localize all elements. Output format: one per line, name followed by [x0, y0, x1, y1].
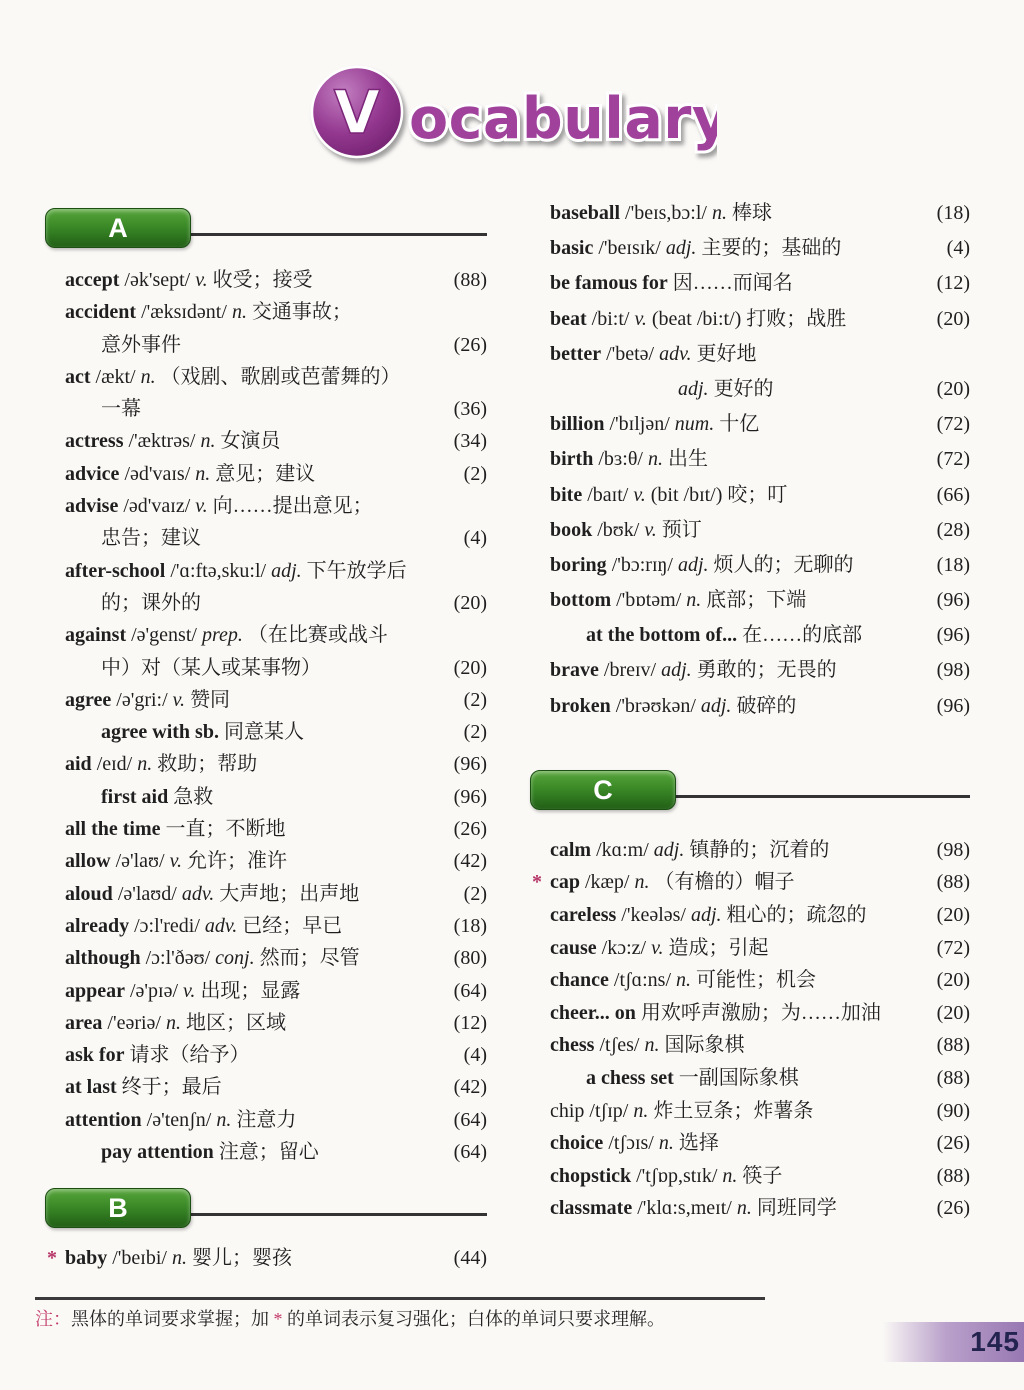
entry-text: bottom /'bɒtəm/ n. 底部；下端	[550, 589, 807, 612]
vocab-line	[65, 1104, 487, 1136]
entry-text: ask for 请求（给予）	[65, 1044, 250, 1067]
page-ref: (88)	[936, 1066, 970, 1089]
entry-text: advise /əd'vaɪz/ v. 向……提出意见；	[65, 495, 373, 518]
entry-text: adj. 更好的	[678, 377, 774, 400]
entry-text: cheer... on 用欢呼声激励；为……加油	[550, 1001, 881, 1024]
page-ref: (88)	[936, 871, 970, 894]
vocab-line	[65, 555, 487, 587]
page-ref: (90)	[936, 1099, 970, 1122]
page-ref: (26)	[936, 1132, 970, 1155]
vocab-line	[550, 548, 970, 583]
footnote	[35, 1306, 795, 1332]
page-ref: (66)	[936, 483, 970, 506]
vocab-line	[65, 361, 487, 393]
footnote-text-after-star: 的单词表示复习强化；白体的单词只要求理解。	[282, 1309, 665, 1329]
title-rest: ocabulary	[409, 86, 717, 152]
entry-text: 忠告；建议	[101, 527, 201, 550]
vocab-line	[550, 1192, 970, 1225]
vocab-line	[550, 899, 970, 932]
vocab-line	[550, 513, 970, 548]
entry-text: after-school /'ɑ:ftə,sku:l/ adj. 下午放学后	[65, 559, 407, 582]
entry-text: 意外事件	[101, 333, 181, 356]
section-badge-a: A	[45, 208, 191, 248]
vocab-line	[550, 618, 970, 653]
entry-text: 中）对（某人或某事物）	[101, 656, 321, 679]
page-ref: (42)	[453, 850, 487, 873]
section-badge-b: B	[45, 1188, 191, 1228]
entry-text: accident /'æksɪdənt/ n. 交通事故；	[65, 301, 352, 324]
vocab-line	[550, 302, 970, 337]
section-rule	[660, 795, 970, 798]
title-initial: V	[333, 78, 381, 148]
footnote-divider	[35, 1297, 765, 1300]
entry-text: book /bʊk/ v. 预订	[550, 518, 702, 541]
entry-text: first aid 急救	[101, 785, 214, 808]
vocab-line	[65, 781, 487, 813]
vocab-line	[550, 442, 970, 477]
page-ref: (18)	[936, 202, 970, 224]
page-ref	[479, 555, 487, 587]
page-number: 145	[970, 1326, 1020, 1357]
page-ref: (18)	[936, 553, 970, 576]
page-ref: (34)	[453, 430, 487, 453]
section-header-c	[550, 770, 970, 810]
entry-block	[65, 264, 487, 1168]
page-ref: (2)	[463, 721, 487, 744]
entry-text: against /ə'genst/ prep. （在比赛或战斗	[65, 624, 388, 647]
section-rule	[175, 1213, 487, 1216]
entry-text: at the bottom of... 在……的底部	[586, 624, 863, 647]
page-ref	[962, 337, 970, 372]
page-ref: (72)	[936, 448, 970, 471]
entry-text: careless /'keələs/ adj. 粗心的；疏忽的	[550, 904, 867, 926]
review-star-marker: *	[532, 871, 542, 894]
entry-text: cap /kæp/ n. （有檐的）帽子	[550, 871, 795, 894]
vocab-line	[65, 458, 487, 490]
page-ref: (98)	[936, 838, 970, 861]
vocab-line	[65, 587, 487, 619]
page-ref: (36)	[453, 398, 487, 421]
entry-text: advice /əd'vaɪs/ n. 意见；建议	[65, 462, 316, 485]
entry-text: a chess set 一副国际象棋	[586, 1066, 799, 1089]
page-ref: (28)	[936, 518, 970, 541]
vocab-line	[65, 910, 487, 942]
page-ref: (98)	[936, 659, 970, 682]
page-ref: (18)	[453, 914, 487, 937]
vocab-line	[65, 619, 487, 651]
entry-text: baseball /'beɪs,bɔ:l/ n. 棒球	[550, 202, 772, 224]
page-ref: (2)	[463, 688, 487, 711]
vocab-line	[550, 1062, 970, 1095]
page-ref: (20)	[936, 377, 970, 400]
page-ref	[479, 619, 487, 651]
entry-text: calm /kɑ:m/ adj. 镇静的；沉着的	[550, 838, 830, 861]
entry-text: pay attention 注意；留心	[101, 1141, 319, 1164]
page-ref: (88)	[936, 1034, 970, 1057]
entry-text: area /'eəriə/ n. 地区；区域	[65, 1011, 286, 1034]
review-star-marker: *	[47, 1247, 57, 1270]
entry-text: 一幕	[101, 398, 141, 421]
vocab-line	[550, 834, 970, 867]
entry-text: choice /tʃɔɪs/ n. 选择	[550, 1132, 719, 1155]
entry-text: act /ækt/ n. （戏剧、歌剧或芭蕾舞的）	[65, 365, 401, 388]
entry-text: cause /kɔ:z/ v. 造成；引起	[550, 936, 769, 959]
page-ref: (64)	[453, 979, 487, 1002]
section-header-b	[65, 1188, 487, 1228]
page-ref: (26)	[453, 333, 487, 356]
entry-text: although /ɔ:l'ðəʊ/ conj. 然而；尽管	[65, 947, 360, 970]
entry-text: classmate /'klɑ:s,meɪt/ n. 同班同学	[550, 1197, 837, 1220]
entry-text: birth /bɜ:θ/ n. 出生	[550, 448, 708, 471]
entry-text: at last 终于；最后	[65, 1076, 222, 1099]
page-ref: (80)	[453, 947, 487, 970]
page-ref	[479, 490, 487, 522]
page-ref: (20)	[936, 969, 970, 992]
vocab-line	[550, 231, 970, 266]
page-ref: (2)	[463, 882, 487, 905]
vocab-line	[65, 716, 487, 748]
entry-text: basic /'beɪsɪk/ adj. 主要的；基础的	[550, 237, 842, 260]
vocabulary-title	[0, 56, 1024, 173]
page-ref: (4)	[463, 1044, 487, 1067]
vocab-line	[550, 266, 970, 301]
entry-text: actress /'æktrəs/ n. 女演员	[65, 430, 281, 453]
page-ref: (88)	[936, 1164, 970, 1187]
page-ref: (12)	[936, 272, 970, 295]
entry-text: better /'betə/ adv. 更好地	[550, 342, 757, 365]
entry-text: billion /'bɪljən/ num. 十亿	[550, 413, 760, 436]
page-ref: (20)	[453, 591, 487, 614]
entry-text: chess /tʃes/ n. 国际象棋	[550, 1034, 745, 1057]
page-ref: (4)	[463, 527, 487, 550]
vocab-line	[65, 845, 487, 877]
footnote-star: *	[273, 1309, 283, 1329]
vocab-line	[65, 652, 487, 684]
entry-text: bite /baɪt/ v. (bit /bɪt/) 咬；叮	[550, 483, 788, 506]
page-ref: (2)	[463, 462, 487, 485]
vocab-line	[550, 337, 970, 372]
footnote-text-before-star: 黑体的单词要求掌握；加	[71, 1309, 274, 1329]
right-column	[532, 196, 970, 1225]
vocab-line	[65, 296, 487, 328]
vocab-line	[550, 653, 970, 688]
page-ref: (96)	[936, 589, 970, 612]
page-ref: (72)	[936, 936, 970, 959]
vocab-line	[550, 478, 970, 513]
vocab-line	[550, 1029, 970, 1062]
entry-text: chip /tʃɪp/ n. 炸土豆条；炸薯条	[550, 1099, 814, 1122]
page-number-bar	[882, 1322, 1024, 1362]
vocabulary-title-art	[307, 56, 717, 168]
page-ref: (96)	[936, 694, 970, 717]
page-ref: (44)	[453, 1247, 487, 1270]
page-ref: (96)	[453, 753, 487, 776]
vocab-line	[65, 425, 487, 457]
page-ref: (20)	[936, 904, 970, 926]
entry-text: already /ɔ:l'redi/ adv. 已经；早已	[65, 914, 343, 937]
page-ref	[479, 296, 487, 328]
entry-block	[47, 1242, 487, 1274]
vocab-line	[532, 866, 970, 899]
page-ref: (96)	[936, 624, 970, 647]
vocab-line	[65, 522, 487, 554]
entry-text: boring /'bɔ:rɪŋ/ adj. 烦人的；无聊的	[550, 553, 854, 576]
entry-text: aid /eɪd/ n. 救助；帮助	[65, 753, 258, 776]
vocab-line	[550, 407, 970, 442]
entry-text: agree with sb. 同意某人	[101, 721, 304, 744]
page-ref: (64)	[453, 1108, 487, 1131]
entry-text: aloud /ə'laʊd/ adv. 大声地；出声地	[65, 882, 360, 905]
vocab-line	[550, 372, 970, 407]
entry-text: broken /'brəʊkən/ adj. 破碎的	[550, 694, 797, 717]
vocab-line	[550, 583, 970, 618]
entry-text: all the time 一直；不断地	[65, 818, 286, 841]
vocab-line	[65, 329, 487, 361]
vocab-line	[550, 932, 970, 965]
entry-block	[550, 196, 970, 724]
entry-text: chance /tʃɑ:ns/ n. 可能性；机会	[550, 969, 817, 992]
vocab-line	[550, 1160, 970, 1193]
page-ref: (64)	[453, 1141, 487, 1164]
entry-text: accept /ək'sept/ v. 收受；接受	[65, 269, 313, 291]
entry-text: brave /breɪv/ adj. 勇敢的；无畏的	[550, 659, 837, 682]
vocab-line	[65, 975, 487, 1007]
page-ref: (20)	[453, 656, 487, 679]
vocab-line	[65, 1039, 487, 1071]
entry-text: agree /ə'gri:/ v. 赞同	[65, 688, 231, 711]
page-ref	[479, 361, 487, 393]
vocab-line	[65, 264, 487, 296]
entry-text: 的；课外的	[101, 591, 201, 614]
vocab-line	[550, 689, 970, 724]
entry-text: be famous for 因……而闻名	[550, 272, 793, 295]
page-ref: (4)	[946, 237, 970, 260]
entry-text: beat /bi:t/ v. (beat /bi:t/) 打败；战胜	[550, 307, 847, 330]
vocab-line	[65, 748, 487, 780]
vocab-line	[47, 1242, 487, 1274]
entry-text: attention /ə'tenʃn/ n. 注意力	[65, 1108, 297, 1131]
vocab-line	[550, 964, 970, 997]
entry-text: appear /ə'pɪə/ v. 出现；显露	[65, 979, 301, 1002]
entry-text: allow /ə'laʊ/ v. 允许；准许	[65, 850, 287, 873]
entry-text: baby /'beɪbi/ n. 婴儿；婴孩	[65, 1247, 292, 1270]
page-ref: (20)	[936, 307, 970, 330]
vocab-line	[550, 1127, 970, 1160]
vocab-line	[65, 878, 487, 910]
vocab-line	[550, 997, 970, 1030]
vocab-line	[65, 813, 487, 845]
page-ref: (72)	[936, 413, 970, 436]
vocab-line	[550, 1095, 970, 1128]
page-ref: (42)	[453, 1076, 487, 1099]
page-ref: (20)	[936, 1001, 970, 1024]
page-ref: (26)	[936, 1197, 970, 1220]
page-ref: (88)	[453, 269, 487, 291]
vocab-line	[65, 393, 487, 425]
section-rule	[175, 233, 487, 236]
section-badge-c: C	[530, 770, 676, 810]
vocab-line	[65, 1136, 487, 1168]
vocab-line	[65, 490, 487, 522]
vocab-line	[65, 684, 487, 716]
vocab-line	[65, 942, 487, 974]
vocab-line	[65, 1007, 487, 1039]
left-column	[47, 208, 487, 1275]
footnote-label: 注：	[35, 1309, 71, 1329]
entry-text: chopstick /'tʃɒp,stɪk/ n. 筷子	[550, 1164, 783, 1187]
vocab-line	[65, 1071, 487, 1103]
page-ref: (26)	[453, 818, 487, 841]
page-ref: (12)	[453, 1011, 487, 1034]
vocab-line	[550, 196, 970, 231]
section-header-a	[65, 208, 487, 248]
page-ref: (96)	[453, 785, 487, 808]
entry-block	[532, 834, 970, 1225]
